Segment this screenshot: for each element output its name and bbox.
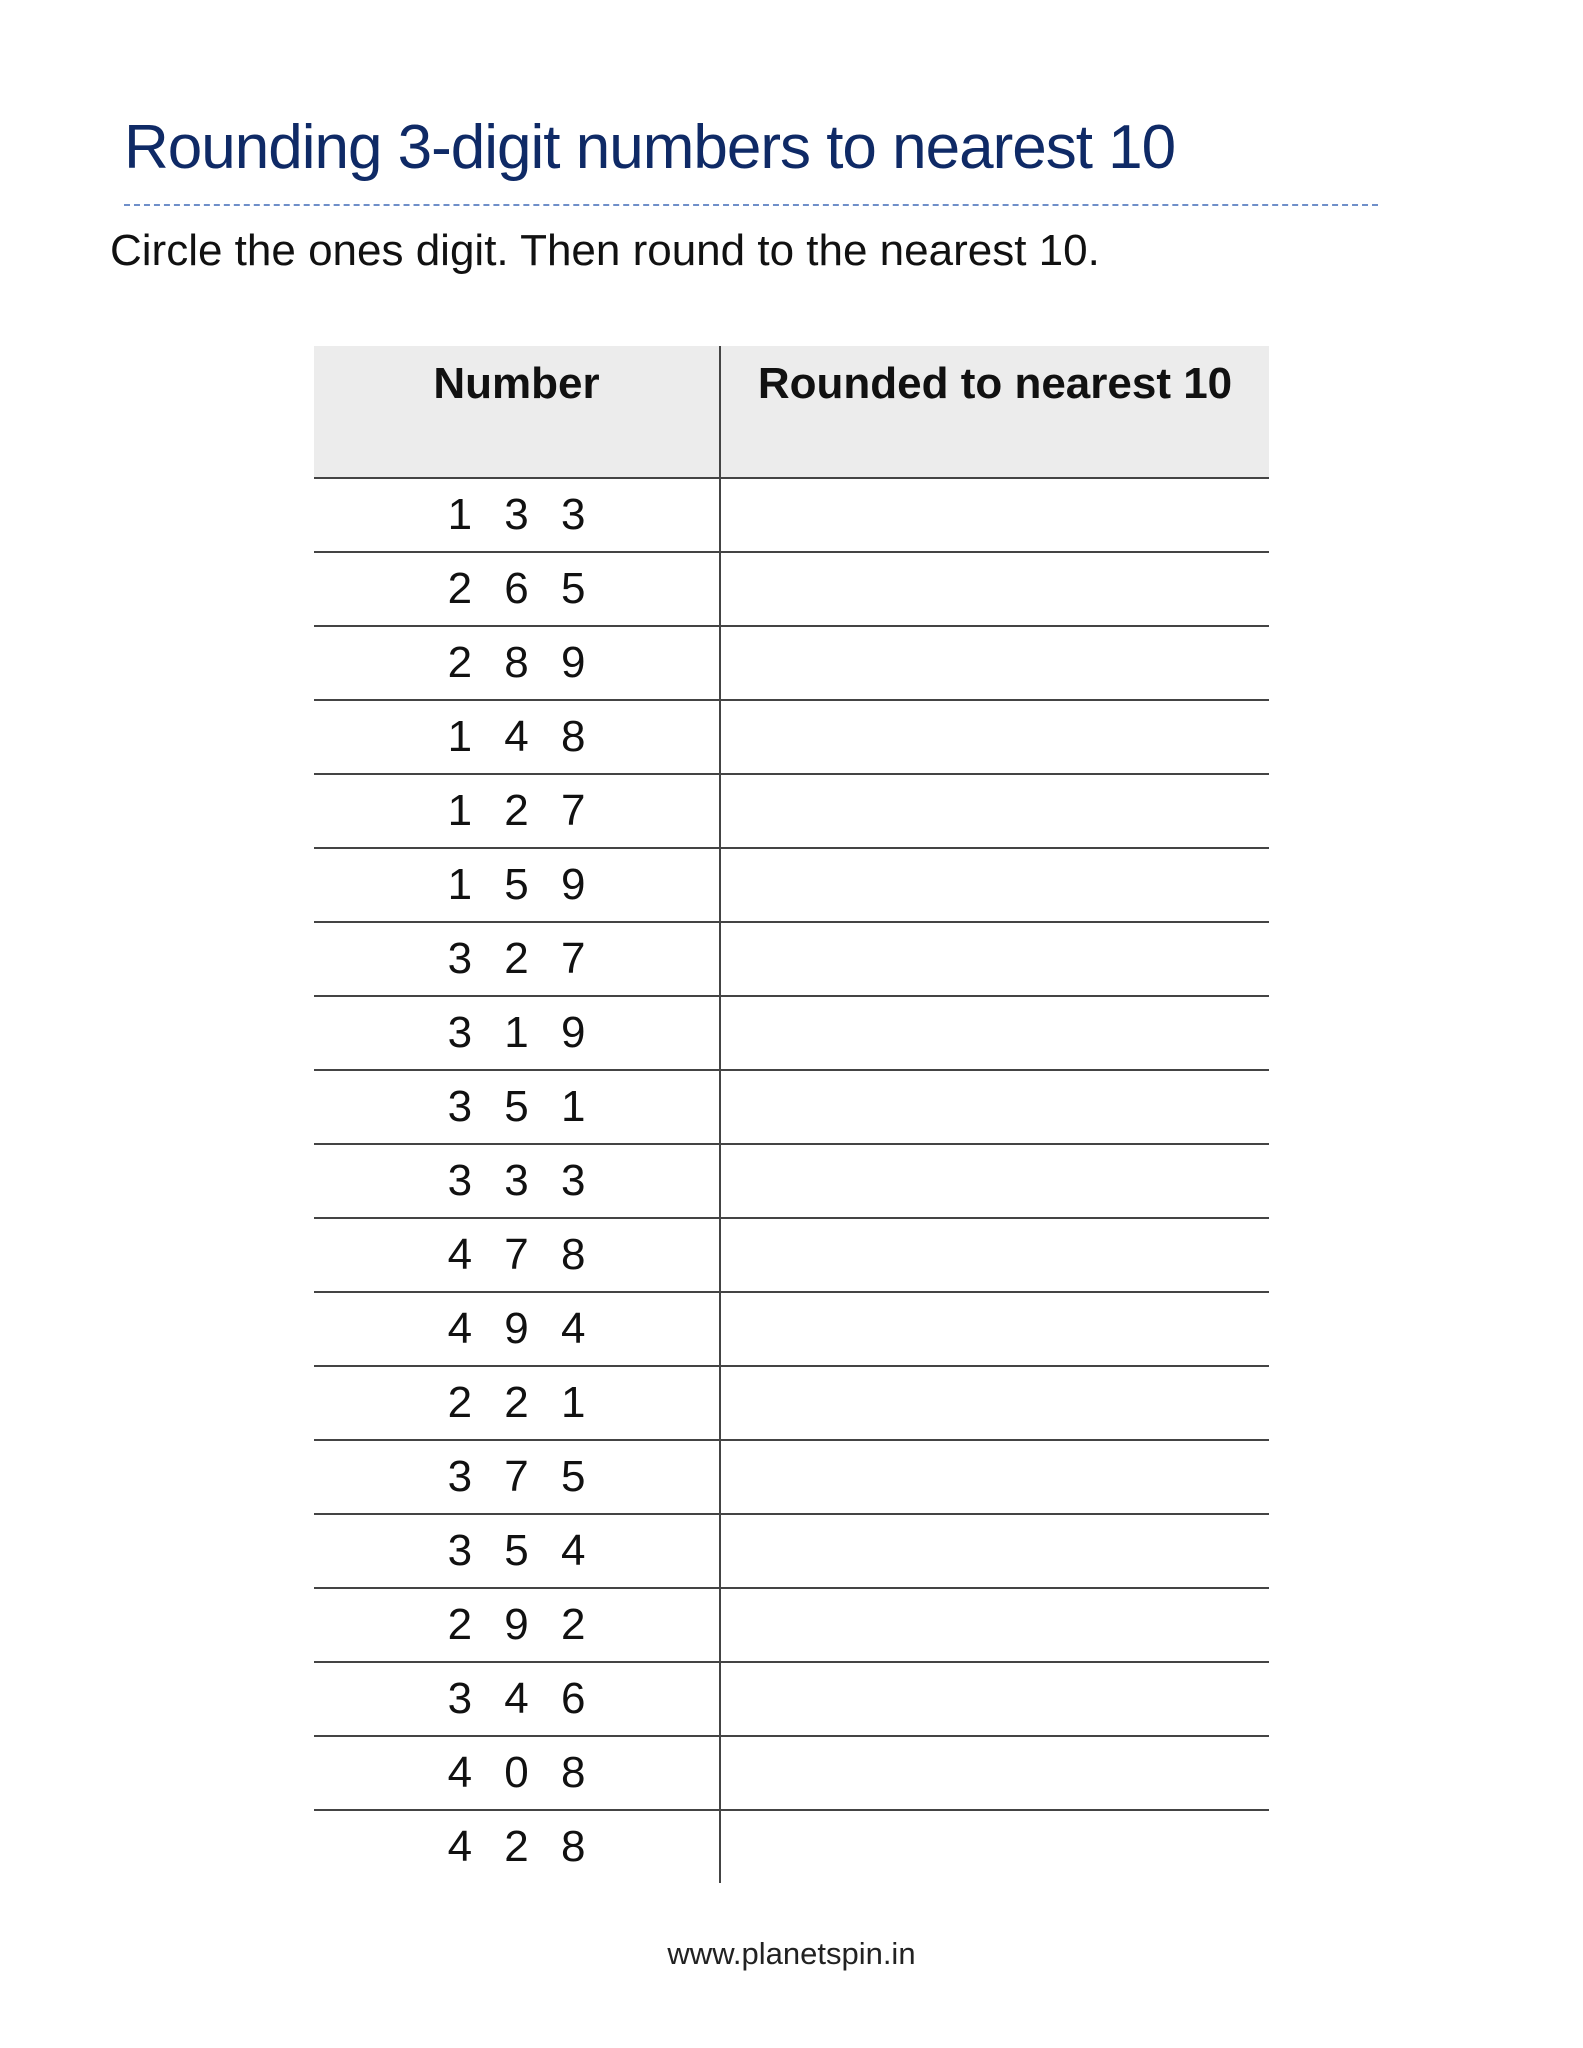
number-cell: 3 1 9 xyxy=(314,996,720,1070)
instructions-text: Circle the ones digit. Then round to the nearest 10. xyxy=(110,226,1100,275)
table-header-row xyxy=(314,346,1269,478)
number-cell: 1 2 7 xyxy=(314,774,720,848)
table-row xyxy=(314,1292,1269,1366)
table-row xyxy=(314,1070,1269,1144)
table-row xyxy=(314,1662,1269,1736)
rounded-answer-cell[interactable] xyxy=(720,1070,1269,1144)
number-cell: 3 2 7 xyxy=(314,922,720,996)
rounded-answer-cell[interactable] xyxy=(720,1144,1269,1218)
table-row xyxy=(314,478,1269,552)
title-divider xyxy=(124,204,1378,206)
worksheet-table xyxy=(314,346,1269,1883)
number-cell: 3 5 4 xyxy=(314,1514,720,1588)
rounded-answer-cell[interactable] xyxy=(720,1218,1269,1292)
table-row xyxy=(314,922,1269,996)
table-row xyxy=(314,1588,1269,1662)
table-row xyxy=(314,626,1269,700)
table-row xyxy=(314,1144,1269,1218)
number-cell: 2 6 5 xyxy=(314,552,720,626)
number-cell: 4 0 8 xyxy=(314,1736,720,1810)
rounded-answer-cell[interactable] xyxy=(720,1292,1269,1366)
table-row xyxy=(314,1440,1269,1514)
table-row xyxy=(314,1514,1269,1588)
table-row xyxy=(314,700,1269,774)
rounded-answer-cell[interactable] xyxy=(720,1440,1269,1514)
rounded-answer-cell[interactable] xyxy=(720,1588,1269,1662)
rounded-column-header: Rounded to nearest 10 xyxy=(720,346,1269,478)
rounded-answer-cell[interactable] xyxy=(720,1366,1269,1440)
rounded-answer-cell[interactable] xyxy=(720,1810,1269,1883)
rounded-answer-cell[interactable] xyxy=(720,552,1269,626)
number-cell: 3 4 6 xyxy=(314,1662,720,1736)
table-row xyxy=(314,1736,1269,1810)
page-title: Rounding 3-digit numbers to nearest 10 xyxy=(124,113,1176,182)
number-cell: 1 4 8 xyxy=(314,700,720,774)
number-column-header: Number xyxy=(314,346,720,478)
number-cell: 1 3 3 xyxy=(314,478,720,552)
rounded-answer-cell[interactable] xyxy=(720,774,1269,848)
rounded-answer-cell[interactable] xyxy=(720,1736,1269,1810)
rounded-answer-cell[interactable] xyxy=(720,922,1269,996)
number-cell: 4 2 8 xyxy=(314,1810,720,1883)
table-row xyxy=(314,774,1269,848)
table-row xyxy=(314,552,1269,626)
table-body xyxy=(314,478,1269,1883)
footer-url: www.planetspin.in xyxy=(667,1936,916,1971)
table-row xyxy=(314,1218,1269,1292)
rounded-answer-cell[interactable] xyxy=(720,626,1269,700)
rounded-answer-cell[interactable] xyxy=(720,848,1269,922)
number-cell: 2 2 1 xyxy=(314,1366,720,1440)
number-cell: 4 7 8 xyxy=(314,1218,720,1292)
number-cell: 3 3 3 xyxy=(314,1144,720,1218)
rounded-answer-cell[interactable] xyxy=(720,700,1269,774)
rounded-answer-cell[interactable] xyxy=(720,1662,1269,1736)
number-cell: 2 8 9 xyxy=(314,626,720,700)
number-cell: 3 7 5 xyxy=(314,1440,720,1514)
table-row xyxy=(314,848,1269,922)
number-cell: 4 9 4 xyxy=(314,1292,720,1366)
rounded-answer-cell[interactable] xyxy=(720,478,1269,552)
table-row xyxy=(314,1366,1269,1440)
number-cell: 3 5 1 xyxy=(314,1070,720,1144)
number-cell: 1 5 9 xyxy=(314,848,720,922)
table-row xyxy=(314,996,1269,1070)
number-cell: 2 9 2 xyxy=(314,1588,720,1662)
rounded-answer-cell[interactable] xyxy=(720,1514,1269,1588)
table-row xyxy=(314,1810,1269,1883)
rounded-answer-cell[interactable] xyxy=(720,996,1269,1070)
